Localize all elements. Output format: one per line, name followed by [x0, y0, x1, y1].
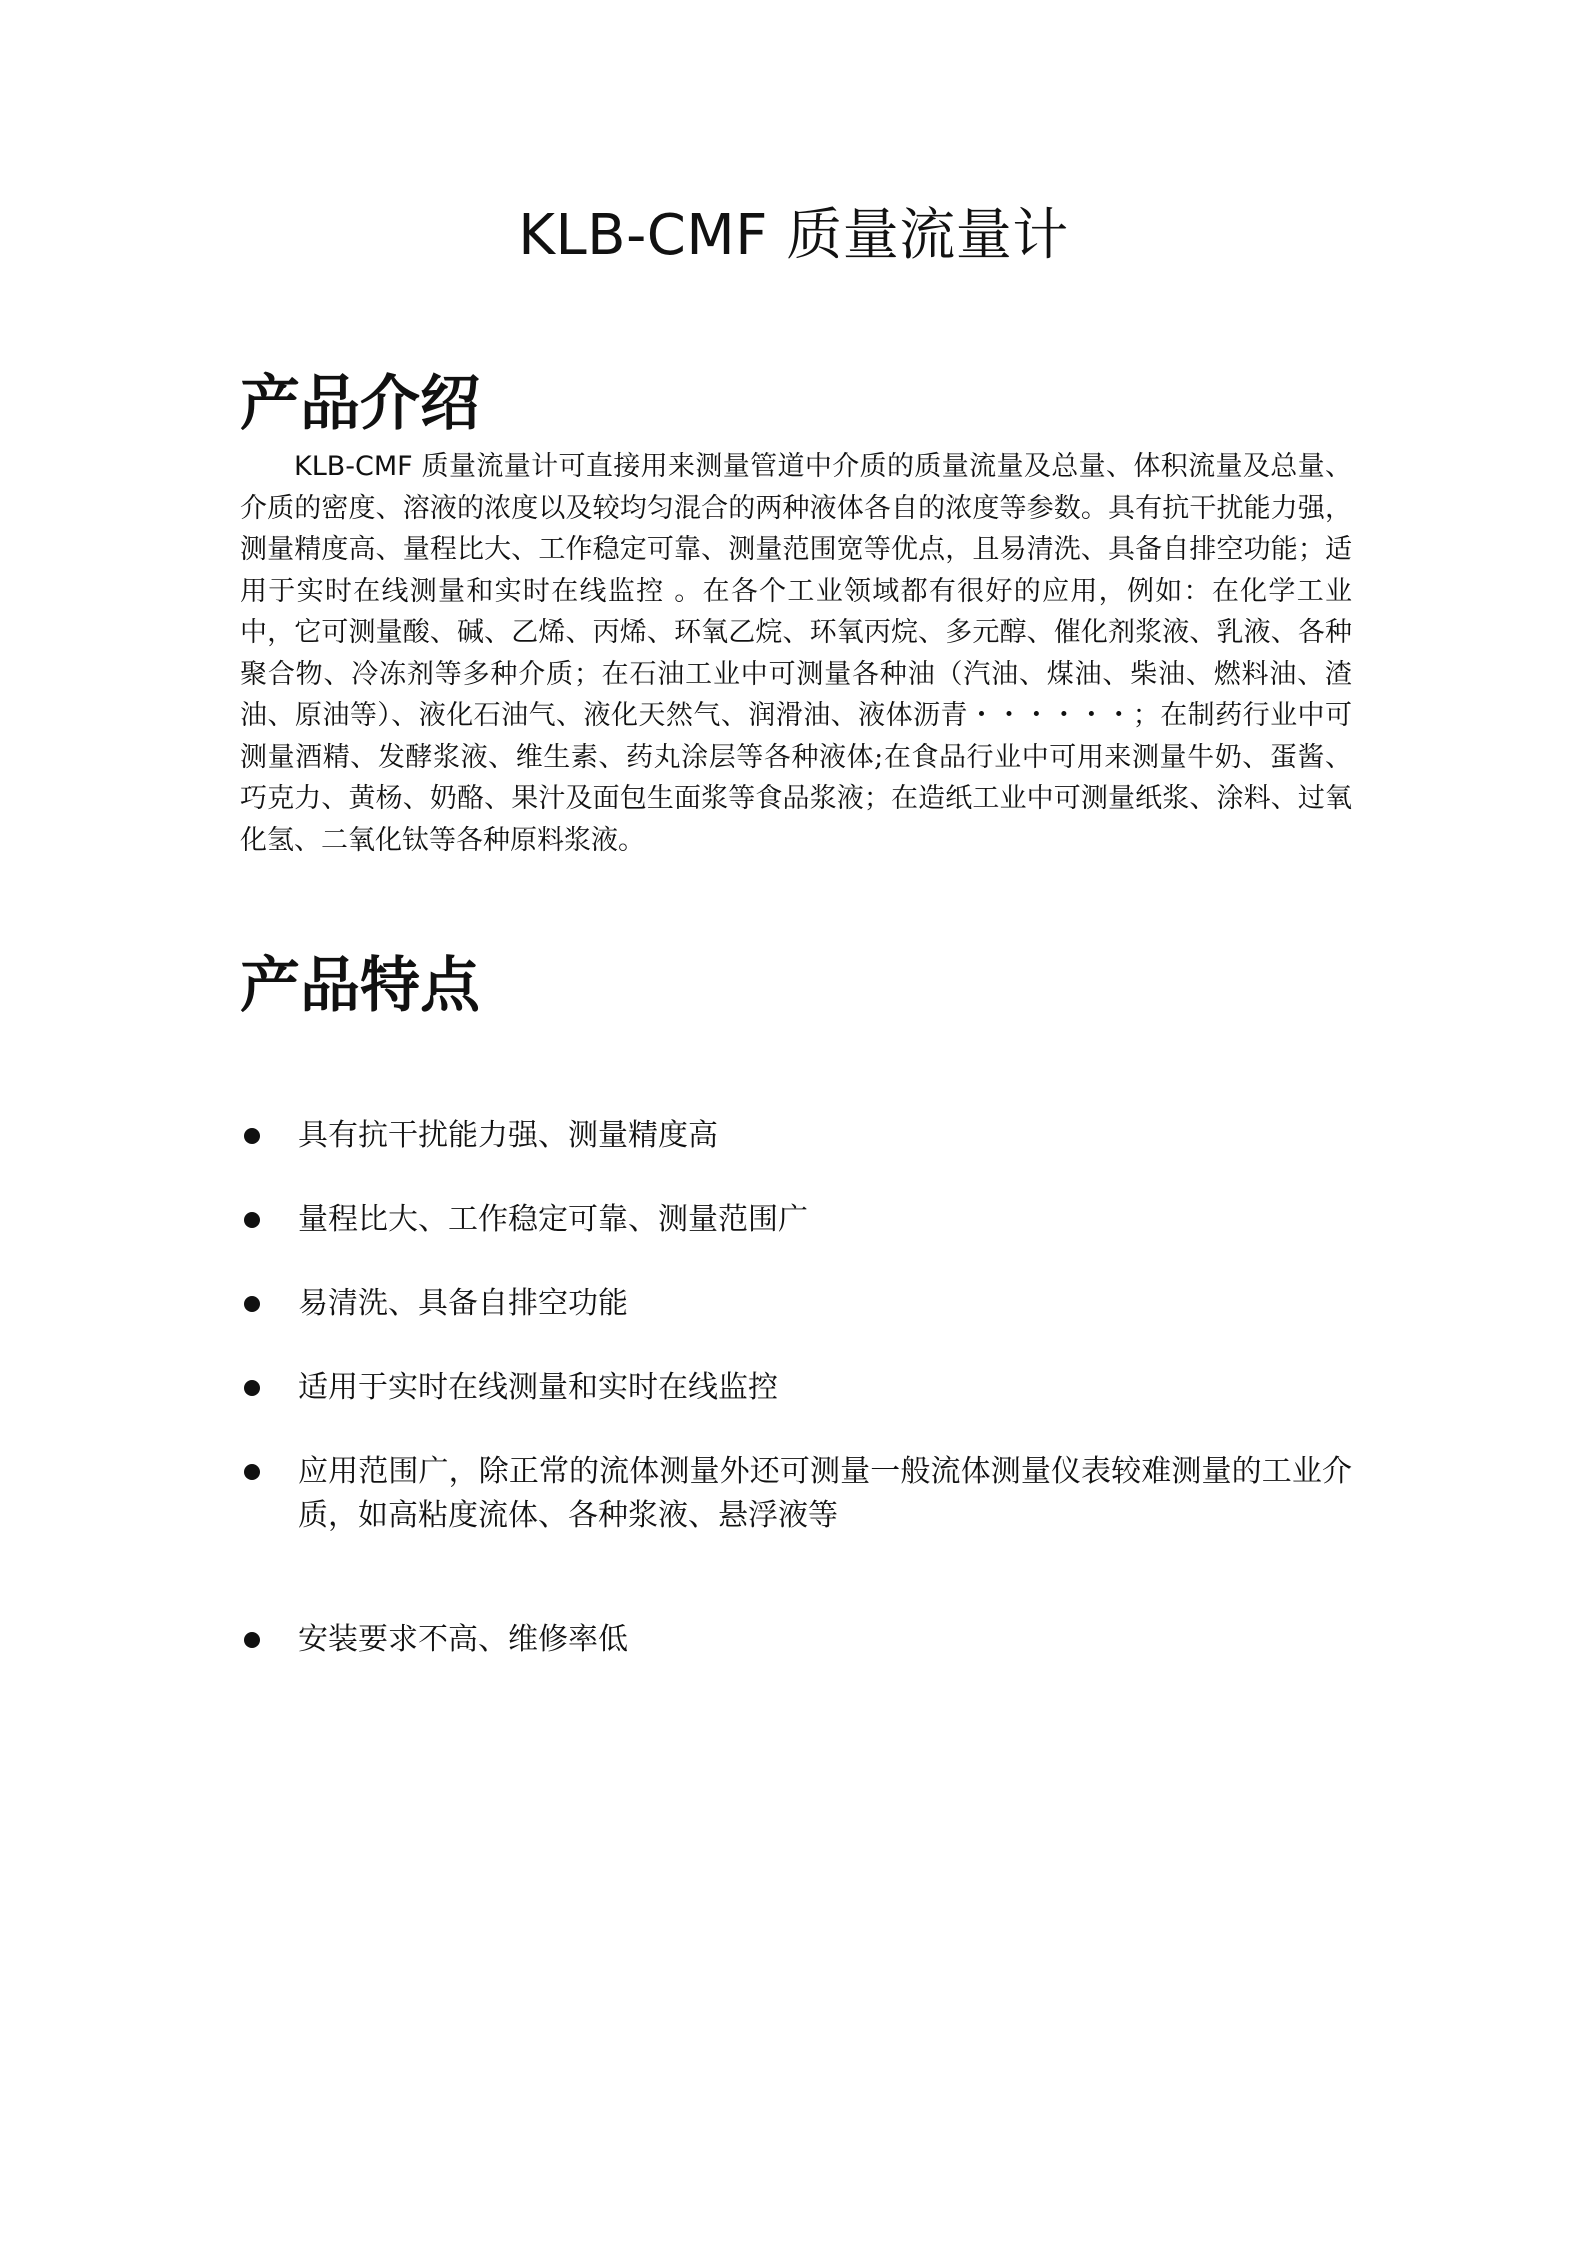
list-item [240, 1198, 1352, 1242]
bullet-icon [244, 1212, 260, 1228]
list-item [240, 1366, 1352, 1410]
feature-text: 安装要求不高、维修率低 [298, 1622, 628, 1657]
bullet-icon [244, 1296, 260, 1312]
list-item [240, 1282, 1352, 1326]
document-title: KLB-CMF 质量流量计 [518, 203, 1069, 268]
list-item [240, 1618, 1352, 1662]
bullet-icon [244, 1380, 260, 1396]
list-item [240, 1450, 1352, 1538]
section-heading-intro: 产品介绍 [240, 369, 480, 439]
feature-text: 易清洗、具备自排空功能 [298, 1286, 628, 1321]
list-item [240, 1114, 1352, 1158]
intro-product-code: KLB-CMF [294, 451, 413, 482]
bullet-icon [244, 1128, 260, 1144]
feature-text: 应用范围广，除正常的流体测量外还可测量一般流体测量仪表较难测量的工业介质，如高粘度流体、各种浆液、悬浮液等 [298, 1454, 1352, 1533]
intro-body-text: 质量流量计可直接用来测量管道中介质的质量流量及总量、体积流量及总量、介质的密度、溶液的浓度以及较均匀混合的两种液体各自的浓度等参数。具有抗干扰能力强，测量精度高、量程比大、工作稳定可靠、测量范围宽等优点，且易清洗、具备自排空功能；适用于实时在线测量和实时在线监控 。在各个工业领域都有很好的应用，例如：在化学工业中，它可测量酸、碱、乙烯、丙烯、环氧乙烷、环氧丙烷、多元醇、催化剂浆液、乳液、各种聚合物、冷冻剂等多种介质；在石油工业中可测量各种油（汽油、煤油、柴油、燃料油、渣油、原油等）、液化石油气、液化天然气、润滑油、液体沥青・・・・・・；在制药行业中可测量酒精、发酵浆液、维生素、药丸涂层等各种液体;在食品行业中可用来测量牛奶、蛋酱、巧克力、黄杨、奶酪、果汁及面包生面浆等食品浆液；在造纸工业中可测量纸浆、涂料、过氧化氢、二氧化钛等各种原料浆液。 [240, 451, 1352, 856]
bullet-icon [244, 1632, 260, 1648]
section-heading-features: 产品特点 [240, 951, 480, 1021]
intro-paragraph [240, 446, 1352, 861]
feature-text: 量程比大、工作稳定可靠、测量范围广 [298, 1202, 808, 1237]
feature-text: 适用于实时在线测量和实时在线监控 [298, 1370, 778, 1405]
feature-text: 具有抗干扰能力强、测量精度高 [298, 1118, 718, 1153]
bullet-icon [244, 1464, 260, 1480]
